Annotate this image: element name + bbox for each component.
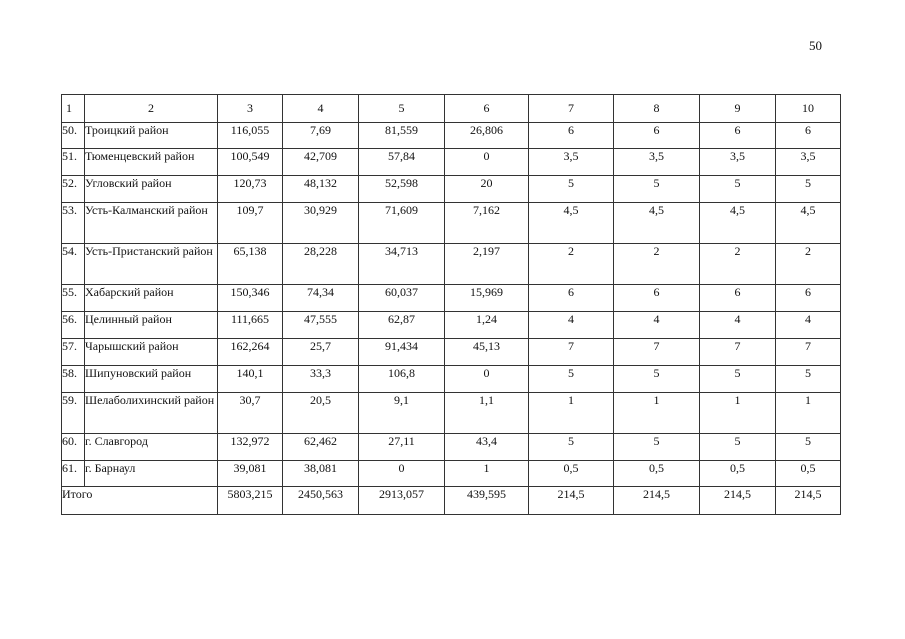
table-row	[62, 312, 841, 339]
value-cell: 4	[700, 312, 776, 339]
row-number-cell: 57.	[62, 339, 85, 366]
value-cell: 0	[445, 366, 529, 393]
value-cell: 74,34	[283, 285, 359, 312]
total-row	[62, 487, 841, 515]
value-cell: 5	[614, 434, 700, 461]
table-row	[62, 123, 841, 149]
district-name-cell: г. Славгород	[85, 434, 218, 461]
value-cell: 5	[614, 176, 700, 203]
value-cell: 62,87	[359, 312, 445, 339]
header-cell: 2	[85, 95, 218, 123]
value-cell: 4	[614, 312, 700, 339]
value-cell: 1,24	[445, 312, 529, 339]
value-cell: 0	[445, 149, 529, 176]
total-value-cell: 214,5	[529, 487, 614, 515]
value-cell: 6	[700, 123, 776, 149]
value-cell: 91,434	[359, 339, 445, 366]
value-cell: 120,73	[218, 176, 283, 203]
value-cell: 1	[700, 393, 776, 434]
value-cell: 48,132	[283, 176, 359, 203]
value-cell: 0	[359, 461, 445, 487]
value-cell: 140,1	[218, 366, 283, 393]
value-cell: 3,5	[776, 149, 841, 176]
district-name-cell: Шелаболихинский район	[85, 393, 218, 434]
value-cell: 52,598	[359, 176, 445, 203]
table-row	[62, 149, 841, 176]
row-number-cell: 53.	[62, 203, 85, 244]
value-cell: 2	[776, 244, 841, 285]
value-cell: 3,5	[614, 149, 700, 176]
value-cell: 7	[529, 339, 614, 366]
value-cell: 71,609	[359, 203, 445, 244]
value-cell: 1,1	[445, 393, 529, 434]
table-row	[62, 203, 841, 244]
value-cell: 150,346	[218, 285, 283, 312]
value-cell: 81,559	[359, 123, 445, 149]
row-number-cell: 52.	[62, 176, 85, 203]
district-name-cell: Троицкий район	[85, 123, 218, 149]
value-cell: 65,138	[218, 244, 283, 285]
value-cell: 1	[529, 393, 614, 434]
value-cell: 27,11	[359, 434, 445, 461]
value-cell: 5	[776, 176, 841, 203]
value-cell: 42,709	[283, 149, 359, 176]
value-cell: 2	[700, 244, 776, 285]
value-cell: 7	[614, 339, 700, 366]
value-cell: 7,162	[445, 203, 529, 244]
value-cell: 0,5	[529, 461, 614, 487]
value-cell: 1	[445, 461, 529, 487]
total-value-cell: 2450,563	[283, 487, 359, 515]
value-cell: 7,69	[283, 123, 359, 149]
district-name-cell: Усть-Пристанский район	[85, 244, 218, 285]
value-cell: 47,555	[283, 312, 359, 339]
district-name-cell: Шипуновский район	[85, 366, 218, 393]
value-cell: 45,13	[445, 339, 529, 366]
district-name-cell: Целинный район	[85, 312, 218, 339]
row-number-cell: 50.	[62, 123, 85, 149]
value-cell: 162,264	[218, 339, 283, 366]
value-cell: 20	[445, 176, 529, 203]
table-row	[62, 176, 841, 203]
value-cell: 109,7	[218, 203, 283, 244]
value-cell: 111,665	[218, 312, 283, 339]
value-cell: 5	[700, 176, 776, 203]
value-cell: 132,972	[218, 434, 283, 461]
value-cell: 7	[700, 339, 776, 366]
header-cell: 1	[62, 95, 85, 123]
value-cell: 15,969	[445, 285, 529, 312]
total-value-cell: 439,595	[445, 487, 529, 515]
value-cell: 7	[776, 339, 841, 366]
table-row	[62, 244, 841, 285]
value-cell: 6	[614, 123, 700, 149]
value-cell: 20,5	[283, 393, 359, 434]
value-cell: 43,4	[445, 434, 529, 461]
table-row	[62, 393, 841, 434]
value-cell: 6	[614, 285, 700, 312]
total-value-cell: 2913,057	[359, 487, 445, 515]
row-number-cell: 55.	[62, 285, 85, 312]
value-cell: 57,84	[359, 149, 445, 176]
row-number-cell: 54.	[62, 244, 85, 285]
header-cell: 9	[700, 95, 776, 123]
value-cell: 6	[776, 285, 841, 312]
value-cell: 100,549	[218, 149, 283, 176]
district-name-cell: г. Барнаул	[85, 461, 218, 487]
value-cell: 1	[776, 393, 841, 434]
row-number-cell: 51.	[62, 149, 85, 176]
value-cell: 25,7	[283, 339, 359, 366]
value-cell: 4,5	[776, 203, 841, 244]
table-row	[62, 339, 841, 366]
value-cell: 1	[614, 393, 700, 434]
value-cell: 6	[529, 123, 614, 149]
row-number-cell: 61.	[62, 461, 85, 487]
header-cell: 3	[218, 95, 283, 123]
table-header-row	[62, 95, 841, 123]
value-cell: 106,8	[359, 366, 445, 393]
value-cell: 4,5	[614, 203, 700, 244]
header-cell: 7	[529, 95, 614, 123]
district-name-cell: Хабарский район	[85, 285, 218, 312]
total-value-cell: 5803,215	[218, 487, 283, 515]
value-cell: 4,5	[529, 203, 614, 244]
total-value-cell: 214,5	[614, 487, 700, 515]
header-cell: 4	[283, 95, 359, 123]
value-cell: 6	[529, 285, 614, 312]
value-cell: 5	[529, 434, 614, 461]
value-cell: 5	[776, 434, 841, 461]
district-name-cell: Угловский район	[85, 176, 218, 203]
table-row	[62, 366, 841, 393]
total-value-cell: 214,5	[776, 487, 841, 515]
value-cell: 4	[776, 312, 841, 339]
value-cell: 2,197	[445, 244, 529, 285]
value-cell: 0,5	[614, 461, 700, 487]
value-cell: 34,713	[359, 244, 445, 285]
value-cell: 5	[700, 434, 776, 461]
header-cell: 6	[445, 95, 529, 123]
header-cell: 10	[776, 95, 841, 123]
value-cell: 5	[529, 176, 614, 203]
value-cell: 5	[529, 366, 614, 393]
value-cell: 3,5	[700, 149, 776, 176]
row-number-cell: 58.	[62, 366, 85, 393]
value-cell: 0,5	[700, 461, 776, 487]
value-cell: 0,5	[776, 461, 841, 487]
page-number: 50	[809, 38, 822, 53]
row-number-cell: 59.	[62, 393, 85, 434]
value-cell: 26,806	[445, 123, 529, 149]
total-label-cell: Итого	[62, 487, 218, 515]
district-name-cell: Чарышский район	[85, 339, 218, 366]
header-cell: 5	[359, 95, 445, 123]
row-number-cell: 56.	[62, 312, 85, 339]
value-cell: 33,3	[283, 366, 359, 393]
value-cell: 4	[529, 312, 614, 339]
table-row	[62, 434, 841, 461]
value-cell: 28,228	[283, 244, 359, 285]
value-cell: 62,462	[283, 434, 359, 461]
value-cell: 9,1	[359, 393, 445, 434]
district-name-cell: Усть-Калманский район	[85, 203, 218, 244]
row-number-cell: 60.	[62, 434, 85, 461]
value-cell: 2	[614, 244, 700, 285]
value-cell: 116,055	[218, 123, 283, 149]
table-row	[62, 285, 841, 312]
table-row	[62, 461, 841, 487]
header-cell: 8	[614, 95, 700, 123]
value-cell: 5	[614, 366, 700, 393]
value-cell: 2	[529, 244, 614, 285]
value-cell: 60,037	[359, 285, 445, 312]
value-cell: 5	[700, 366, 776, 393]
value-cell: 30,929	[283, 203, 359, 244]
value-cell: 5	[776, 366, 841, 393]
value-cell: 6	[700, 285, 776, 312]
value-cell: 30,7	[218, 393, 283, 434]
value-cell: 4,5	[700, 203, 776, 244]
value-cell: 39,081	[218, 461, 283, 487]
total-value-cell: 214,5	[700, 487, 776, 515]
value-cell: 38,081	[283, 461, 359, 487]
data-table	[61, 94, 841, 515]
district-name-cell: Тюменцевский район	[85, 149, 218, 176]
value-cell: 3,5	[529, 149, 614, 176]
value-cell: 6	[776, 123, 841, 149]
